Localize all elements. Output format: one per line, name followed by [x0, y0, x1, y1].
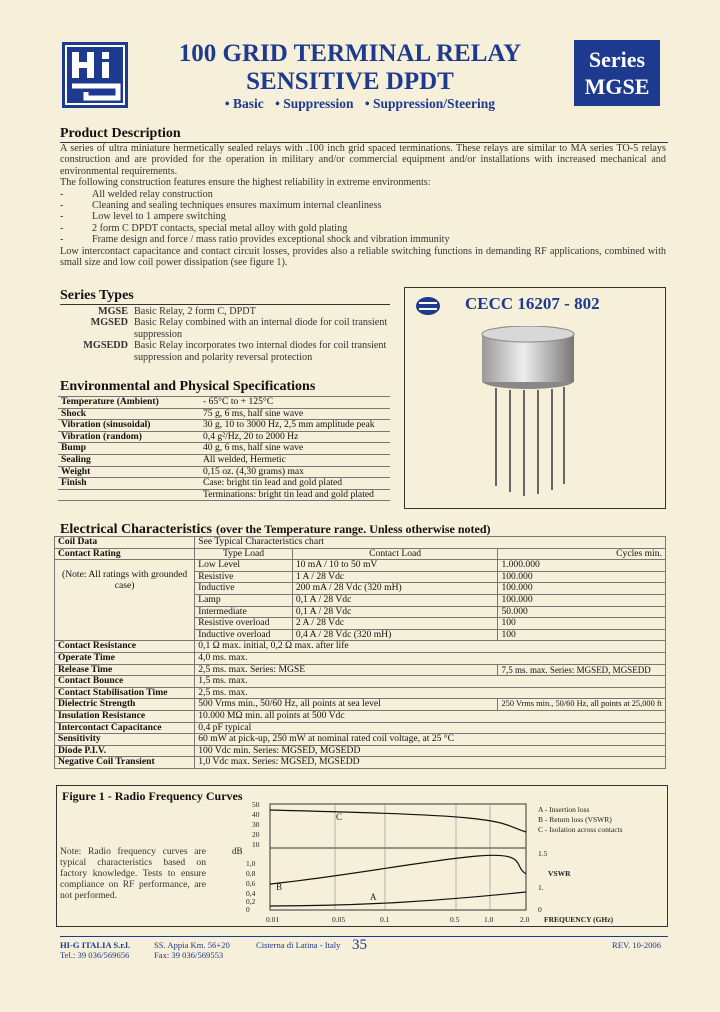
svg-text:A - Insertion loss: A - Insertion loss: [538, 805, 590, 814]
footer-city: Cisterna di Latina - Italy: [256, 940, 341, 950]
footer-address: SS. Appia Km. 56+20: [154, 940, 230, 950]
table-row: Inductive overload 0,4 A / 28 Vdc (320 mH) 100: [55, 629, 666, 641]
series-code: MGSEDD: [83, 340, 128, 352]
svg-text:20: 20: [252, 830, 260, 839]
env-value: 75 g, 6 ms, half sine wave: [200, 408, 390, 420]
table-row: Inductive 200 mA / 28 Vdc (320 mH) 100.000: [55, 583, 666, 595]
svg-text:0,6: 0,6: [246, 879, 256, 888]
table-row: Dielectric Strength 500 Vrms min., 50/60 Hz, all points at sea level 250 Vrms min., 50/60 Hz, all points at 25,000 ft: [55, 699, 666, 711]
series-name: MGSE: [584, 74, 650, 99]
svg-text:40: 40: [252, 810, 260, 819]
relay-image: [478, 326, 588, 501]
table-row: [58, 431, 390, 443]
svg-text:0,2: 0,2: [246, 897, 256, 906]
env-value: All welded, Hermetic: [200, 454, 390, 466]
page-number: 35: [352, 937, 367, 953]
table-row: Contact Bounce 1,5 ms. max.: [55, 676, 666, 688]
series-badge: [574, 40, 660, 106]
page-title: [140, 40, 560, 96]
table-row: [58, 466, 390, 478]
svg-text:0.5: 0.5: [450, 915, 460, 924]
curve-a: [270, 892, 526, 906]
svg-text:dB: dB: [232, 846, 243, 856]
table-row: [58, 408, 390, 420]
table-row: (Note: All ratings with grounded case) Low Level 10 mA / 10 to 50 mV 1.000.000: [55, 560, 666, 572]
series-label: Series: [588, 47, 646, 72]
env-key: Finish: [58, 478, 200, 490]
ratings-note: (Note: All ratings with grounded case): [55, 560, 195, 641]
product-para-2: The following construction features ensure the highest reliability in extreme environments:: [60, 177, 431, 189]
table-row: Diode P.I.V. 100 Vdc min. Series: MGSED, MGSEDD: [55, 745, 666, 757]
svg-text:50: 50: [252, 800, 260, 809]
table-row: Resistive overload 2 A / 28 Vdc 100: [55, 618, 666, 630]
table-row: Intermediate 0,1 A / 28 Vdc 50.000: [55, 606, 666, 618]
env-key: Weight: [58, 466, 200, 478]
col-cycles: Cycles min.: [498, 548, 666, 560]
env-table: [58, 396, 390, 501]
svg-text:0.05: 0.05: [332, 915, 346, 924]
svg-text:FREQUENCY (GHz): FREQUENCY (GHz): [544, 915, 614, 924]
env-key: Vibration (sinusoidal): [58, 420, 200, 432]
table-row: [58, 397, 390, 409]
env-key: Shock: [58, 408, 200, 420]
table-row: Lamp 0,1 A / 28 Vdc 100.000: [55, 594, 666, 606]
svg-text:0: 0: [246, 905, 250, 914]
col-load: Contact Load: [292, 548, 498, 560]
svg-text:1,0: 1,0: [246, 859, 256, 868]
svg-text:0: 0: [538, 905, 542, 914]
svg-text:0,4: 0,4: [246, 889, 256, 898]
table-row: Contact Resistance 0,1 Ω max. initial, 0,2 Ω max. after life: [55, 641, 666, 653]
footer-fax: Fax: 39 036/569553: [154, 950, 224, 960]
svg-text:10: 10: [252, 840, 260, 849]
figure-title: Figure 1 - Radio Frequency Curves: [62, 789, 243, 803]
svg-text:B - Return loss (VSWR): B - Return loss (VSWR): [538, 815, 612, 824]
type-suppression: • Suppression: [275, 96, 354, 111]
svg-text:VSWR: VSWR: [548, 869, 571, 878]
table-row: [58, 489, 390, 501]
curve-b: [270, 855, 526, 884]
table-row: [58, 478, 390, 490]
table-row: Sensitivity 60 mW at pick-up, 250 mW at nominal rated coil voltage, at 25 °C: [55, 734, 666, 746]
svg-text:0.01: 0.01: [266, 915, 280, 924]
table-row: [58, 443, 390, 455]
relay-types: [200, 96, 520, 112]
col-type: Type Load: [195, 548, 293, 560]
feature-item: - All welded relay construction: [60, 189, 666, 200]
revision: REV. 10-2006: [612, 940, 662, 950]
footer-tel: Tel.: 39 036/569656: [60, 950, 130, 960]
env-key: Temperature (Ambient): [58, 397, 200, 409]
table-row: [58, 454, 390, 466]
svg-text:30: 30: [252, 820, 260, 829]
cecc-logo-icon: [415, 296, 441, 316]
feature-item: - 2 form C DPDT contacts, special metal alloy with gold plating: [60, 223, 666, 234]
product-description: [60, 143, 666, 268]
table-row: [58, 420, 390, 432]
feature-item: - Frame design and force / mass ratio provides exceptional shock and vibration immunity: [60, 234, 666, 245]
table-row: Resistive 1 A / 28 Vdc 100.000: [55, 571, 666, 583]
curve-c: [270, 810, 526, 832]
product-heading: Product Description: [60, 126, 181, 141]
series-types-heading: Series Types: [60, 288, 134, 303]
feature-item: - Cleaning and sealing techniques ensures maximum internal cleanliness: [60, 200, 666, 211]
env-heading: Environmental and Physical Specifications: [60, 379, 316, 394]
table-row: Insulation Resistance 10.000 MΩ min. all points at 500 Vdc: [55, 710, 666, 722]
env-key: Vibration (random): [58, 431, 200, 443]
series-types-list: [60, 306, 390, 363]
svg-text:0,8: 0,8: [246, 869, 256, 878]
rf-curves-chart: [228, 796, 660, 930]
hi-g-logo: [62, 42, 128, 108]
env-value: 30 g, 10 to 3000 Hz, 2,5 mm amplitude peak: [200, 420, 390, 432]
env-key: Sealing: [58, 454, 200, 466]
table-row: Coil Data See Typical Characteristics chart: [55, 537, 666, 549]
feature-item: - Low level to 1 ampere switching: [60, 211, 666, 222]
elec-table: [54, 536, 666, 769]
svg-text:2.0: 2.0: [520, 915, 530, 924]
svg-text:B: B: [276, 882, 283, 892]
elec-note: (over the Temperature range. Unless otherwise noted): [216, 522, 491, 536]
svg-text:C - Isolation across contacts: C - Isolation across contacts: [538, 825, 623, 834]
table-row: Negative Coil Transient 1,0 Vdc max. Series: MGSED, MGSEDD: [55, 757, 666, 769]
env-value: 0,4 g²/Hz, 20 to 2000 Hz: [200, 431, 390, 443]
svg-text:A: A: [370, 892, 377, 902]
table-row: Operate Time 4,0 ms. max.: [55, 652, 666, 664]
series-desc: Basic Relay incorporates two internal diodes for coil transient suppression and polarity reversal protection: [134, 340, 387, 363]
product-para-1: A series of ultra miniature hermetically sealed relays with .100 inch grid spaced terminations. These relays are similar to MA series TO-5 relays construction and are provided for the operation in military and/or commercial equipment and/or installations with increased mechanical and environmental requirements.: [60, 143, 666, 177]
env-value: - 65°C to + 125°C: [200, 397, 390, 409]
table-row: Contact Stabilisation Time 2,5 ms. max.: [55, 687, 666, 699]
env-key: [58, 489, 200, 501]
env-key: Bump: [58, 443, 200, 455]
svg-text:C: C: [336, 812, 343, 822]
elec-title: Electrical Characteristics: [60, 522, 212, 537]
product-para-3: Low intercontact capacitance and contact circuit losses, provides also a reliable switching functions in demanding RF applications, combined with small size and low coil power dissipation (see figure 1).: [60, 245, 666, 269]
type-basic: • Basic: [224, 96, 264, 111]
figure-note: Note: Radio frequency curves are typical characteristics based on factory knowledge. Tests to ensure compliance on RF performance, are not performed.: [60, 846, 206, 901]
footer-company: HI-G ITALIA S.r.l.: [60, 940, 130, 950]
cecc-label: CECC 16207 - 802: [465, 294, 600, 313]
title-line-2: SENSITIVE DPDT: [246, 68, 454, 95]
svg-text:0.1: 0.1: [380, 915, 390, 924]
env-value: Terminations: bright tin lead and gold plated: [200, 489, 390, 501]
table-row: Release Time 2,5 ms. max. Series: MGSE 7,5 ms. max. Series: MGSED, MGSEDD: [55, 664, 666, 676]
svg-text:1.: 1.: [538, 883, 544, 892]
table-row: Contact Rating Type Load Contact Load Cycles min.: [55, 548, 666, 560]
series-desc: Basic Relay combined with an internal diode for coil transient suppression: [134, 317, 388, 340]
table-row: Intercontact Capacitance 0,4 pF typical: [55, 722, 666, 734]
type-steering: • Suppression/Steering: [364, 96, 496, 111]
env-value: 40 g, 6 ms, half sine wave: [200, 443, 390, 455]
series-code: MGSE: [97, 306, 128, 317]
svg-text:1.5: 1.5: [538, 849, 548, 858]
series-desc: Basic Relay, 2 form C, DPDT: [134, 306, 256, 317]
title-line-1: 100 GRID TERMINAL RELAY: [178, 40, 522, 67]
env-value: Case: bright tin lead and gold plated: [200, 478, 390, 490]
series-code: MGSED: [90, 317, 128, 329]
env-value: 0,15 oz. (4,30 grams) max: [200, 466, 390, 478]
svg-text:1.0: 1.0: [484, 915, 494, 924]
